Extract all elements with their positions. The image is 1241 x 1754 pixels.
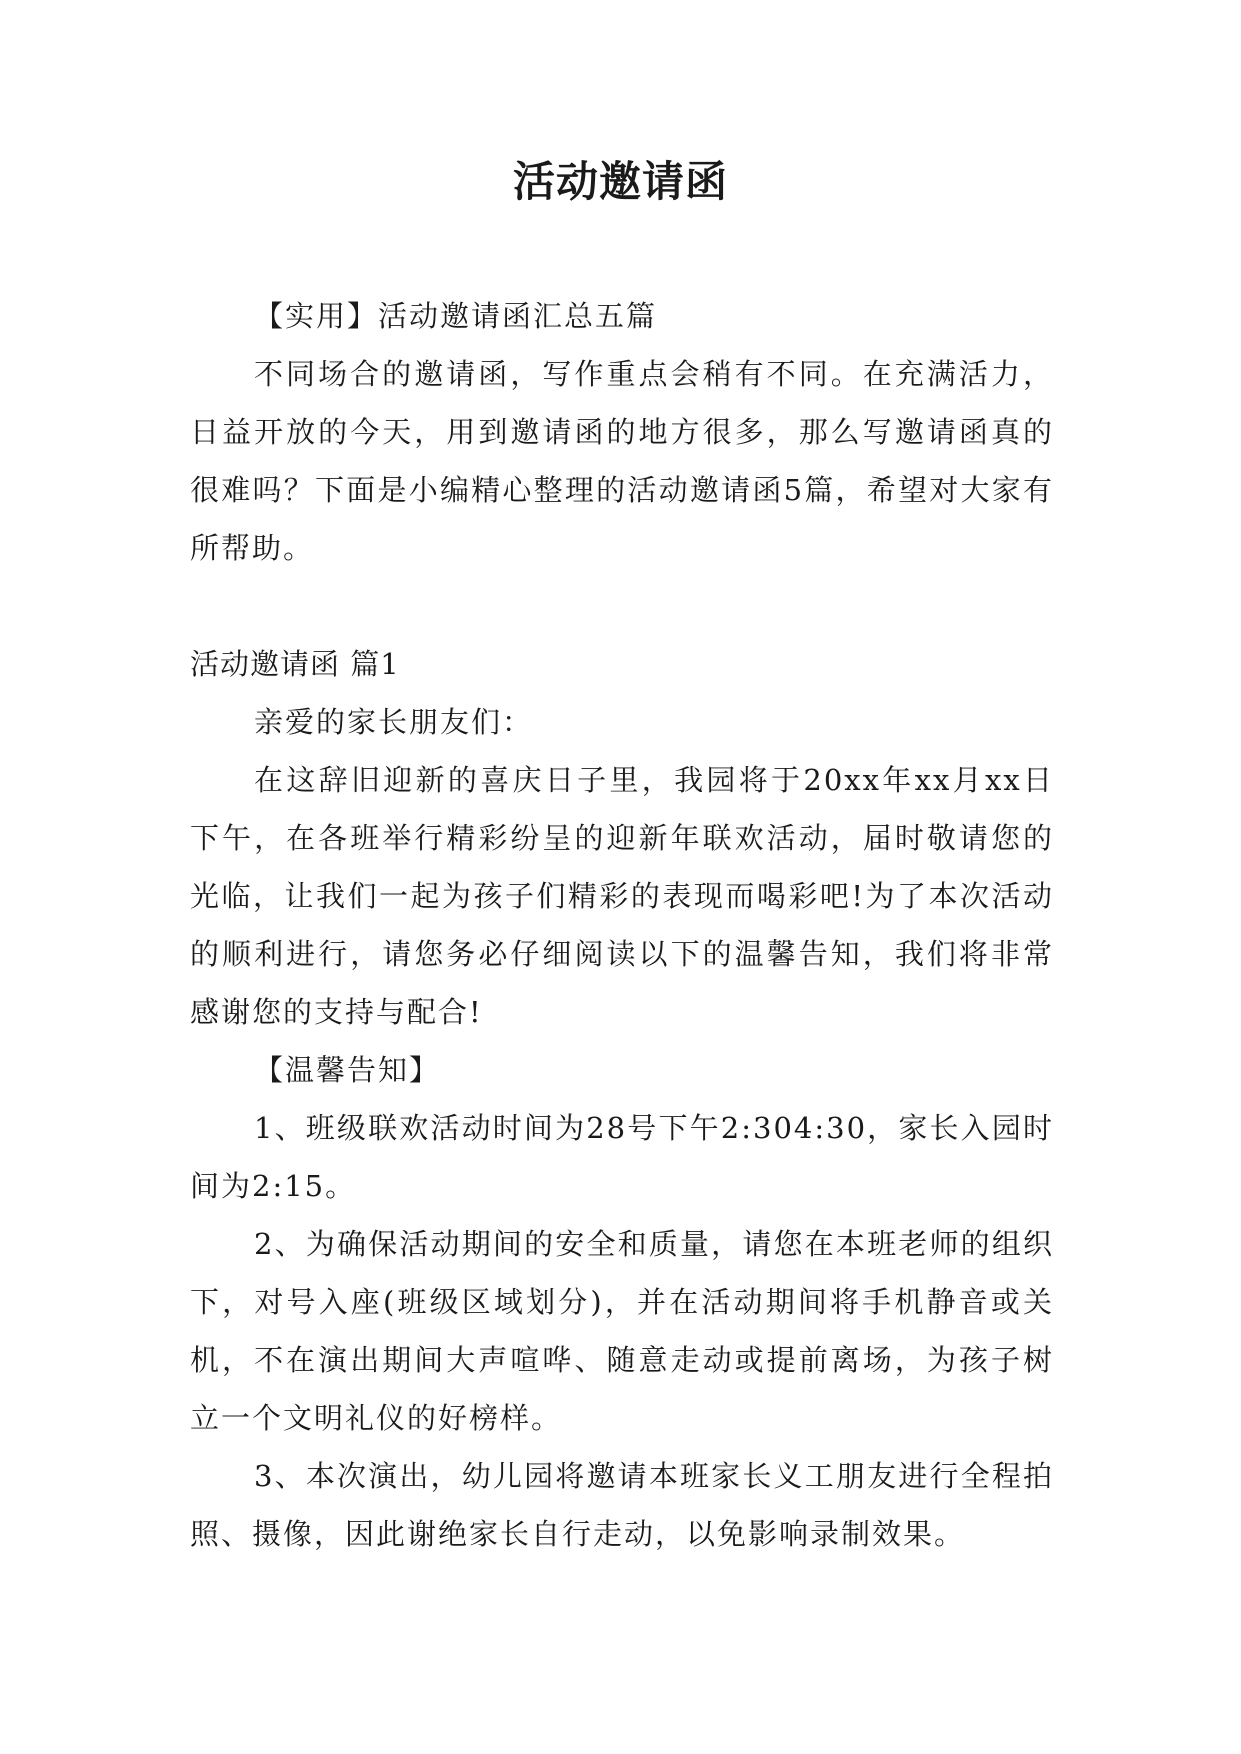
greeting: 亲爱的家长朋友们： [254,705,534,739]
body-paragraph: 在这辞旧迎新的喜庆日子里，我园将于20xx年xx月xx日下午，在各班举行精彩纷呈的迎新年联欢活动，届时敬请您的光临，让我们一起为孩子们精彩的表现而喝彩吧!为了本次活动的顺利进行，请您务必仔细阅读以下的温馨告知，我们将非常感谢您的支持与配合! [190,763,1054,1029]
document-subtitle: 【实用】活动邀请函汇总五篇 [254,299,658,333]
notice-item-3: 3、本次演出，幼儿园将邀请本班家长义工朋友进行全程拍照、摄像，因此谢绝家长自行走动，以免影响录制效果。 [190,1459,1054,1551]
intro-paragraph: 不同场合的邀请函，写作重点会稍有不同。在充满活力，日益开放的今天，用到邀请函的地方很多，那么写邀请函真的很难吗？下面是小编精心整理的活动邀请函5篇，希望对大家有所帮助。 [190,357,1054,565]
notice-item-2: 2、为确保活动期间的安全和质量，请您在本班老师的组织下，对号入座(班级区域划分)，并在活动期间将手机静音或关机，不在演出期间大声喧哗、随意走动或提前离场，为孩子树立一个文明礼仪的好榜样。 [190,1227,1054,1435]
section-title: 活动邀请函 篇1 [190,647,400,681]
notice-heading: 【温馨告知】 [254,1053,441,1087]
notice-item-1: 1、班级联欢活动时间为28号下午2:304:30，家长入园时间为2:15。 [190,1111,1054,1203]
document-body [190,287,1054,1563]
document-title: 活动邀请函 [512,157,728,206]
